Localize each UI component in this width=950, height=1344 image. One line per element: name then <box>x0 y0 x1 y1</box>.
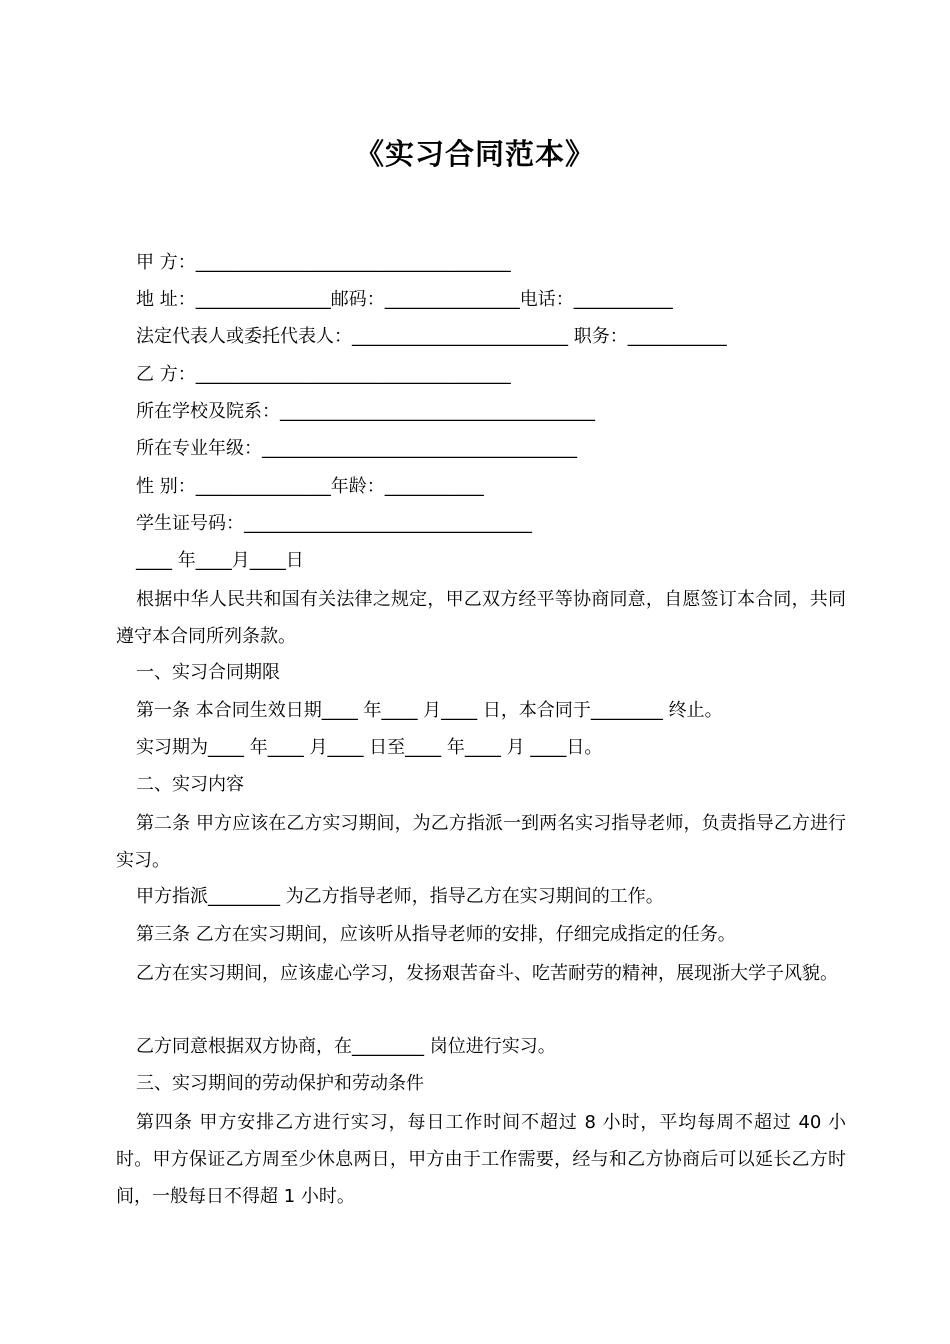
article-1: 第一条 本合同生效日期____ 年____ 月____ 日，本合同于________ 终止。 <box>136 700 723 721</box>
address-field: 地 址：_______________邮码：_______________电话：___________ <box>136 289 673 310</box>
party-b-field: 乙 方：___________________________________ <box>136 364 511 385</box>
section-2-heading: 二、实习内容 <box>136 774 244 795</box>
legal-rep-field: 法定代表人或委托代表人：________________________ 职务：___________ <box>136 326 727 347</box>
section-3-heading: 三、实习期间的劳动保护和劳动条件 <box>136 1073 424 1094</box>
document-title: 《实习合同范本》 <box>354 137 595 171</box>
section-1-heading: 一、实习合同期限 <box>136 662 280 683</box>
school-field: 所在学校及院系：___________________________________ <box>136 401 595 422</box>
article-3-conduct: 乙方在实习期间，应该虚心学习，发扬艰苦奋斗、吃苦耐劳的精神，展现浙大学子风貌。 <box>136 963 838 984</box>
article-1-period: 实习期为____ 年____ 月____ 日至____ 年____ 月 ____日。 <box>136 737 603 758</box>
article-4: 第四条 甲方安排乙方进行实习，每日工作时间不超过 8 小时，平均每周不超过 40 小时。甲方保证乙方周至少休息两日，甲方由于工作需要，经与和乙方协商后可以延长乙方时间，一般每日不得超 1 小时。 <box>116 1112 846 1207</box>
date-field: ____ 年____月____日 <box>136 550 304 571</box>
major-field: 所在专业年级：___________________________________ <box>136 438 577 459</box>
article-2: 第二条 甲方应该在乙方实习期间，为乙方指派一到两名实习指导老师，负责指导乙方进行实习。 <box>116 813 846 871</box>
article-2-supervisor: 甲方指派________ 为乙方指导老师，指导乙方在实习期间的工作。 <box>136 886 664 907</box>
intro-paragraph: 根据中华人民共和国有关法律之规定，甲乙双方经平等协商同意，自愿签订本合同，共同遵守本合同所列条款。 <box>116 589 846 647</box>
student-id-field: 学生证号码：________________________________ <box>136 513 532 534</box>
gender-age-field: 性 别：_______________年龄：___________ <box>136 476 484 497</box>
article-3: 第三条 乙方在实习期间，应该听从指导老师的安排，仔细完成指定的任务。 <box>136 924 736 945</box>
party-a-field: 甲 方：___________________________________ <box>136 252 511 273</box>
article-3-position: 乙方同意根据双方协商，在________ 岗位进行实习。 <box>136 1036 556 1057</box>
